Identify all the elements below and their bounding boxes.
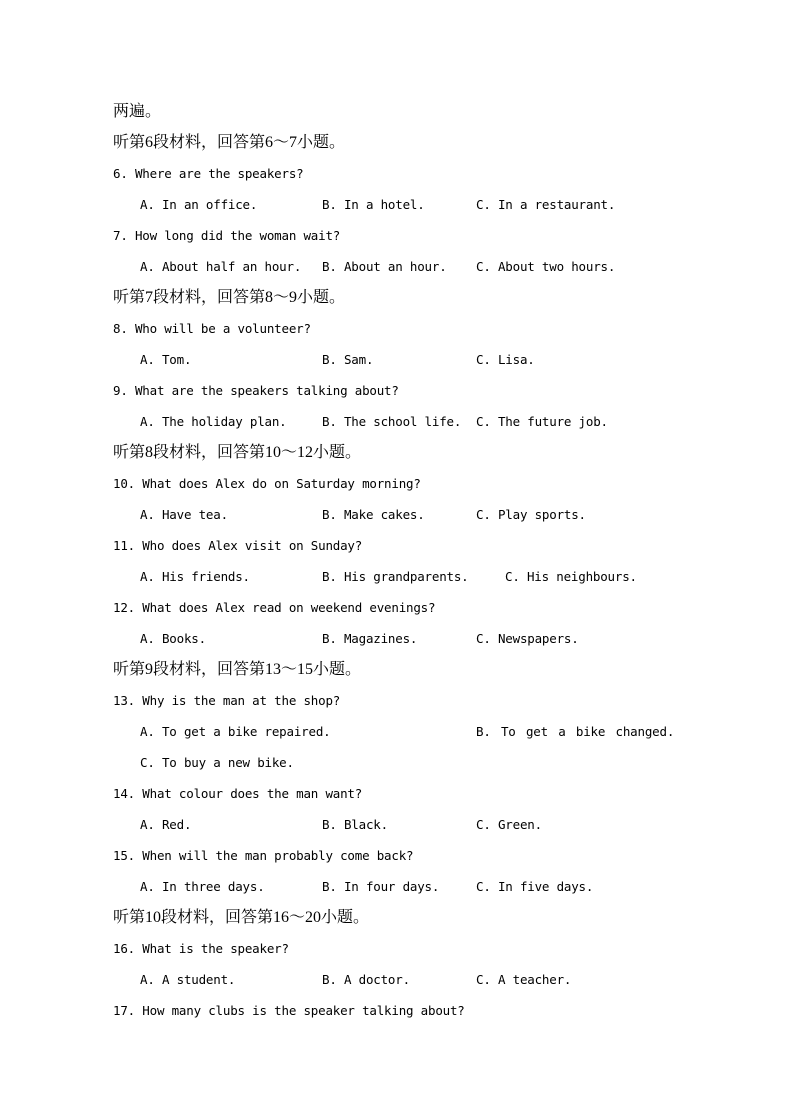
option-item: C. His neighbours. [505,569,637,584]
intro-text: 两遍。 [113,103,162,120]
options-row [0,251,790,282]
option-item: C. Newspapers. [476,631,579,646]
option-item: A. A student. [140,972,236,987]
options-row [0,871,790,902]
section-header: 听第6段材料，回答第6～7小题。 [113,134,346,151]
question-text: 17. How many clubs is the speaker talking about? [113,1003,465,1018]
question-text: 12. What does Alex read on weekend evenings? [113,600,436,615]
option-item: A. About half an hour. [140,259,302,274]
option-item: B. A doctor. [322,972,410,987]
option-item: C. Lisa. [476,352,535,367]
question-text: 11. Who does Alex visit on Sunday? [113,538,363,553]
option-item: C. To buy a new bike. [140,755,294,770]
question-text: 16. What is the speaker? [113,941,289,956]
question-text: 14. What colour does the man want? [113,786,363,801]
option-item: B. Sam. [322,352,374,367]
option-item: B. To get a bike changed. [476,724,675,739]
question-text: 13. Why is the man at the shop? [113,693,341,708]
section-header: 听第9段材料，回答第13～15小题。 [113,661,362,678]
option-item: C. A teacher. [476,972,572,987]
option-item: A. In an office. [140,197,258,212]
option-item: A. Books. [140,631,206,646]
exam-body [0,96,790,1026]
options-row [0,189,790,220]
option-item: B. Magazines. [322,631,418,646]
option-item: A. His friends. [140,569,250,584]
option-item: C. The future job. [476,414,608,429]
option-item: C. In five days. [476,879,594,894]
option-item: B. His grandparents. [322,569,469,584]
section-header: 听第8段材料，回答第10～12小题。 [113,444,362,461]
option-item: C. Play sports. [476,507,586,522]
options-row [0,344,790,375]
question-text: 7. How long did the woman wait? [113,228,341,243]
question-text: 9. What are the speakers talking about? [113,383,399,398]
question-text: 8. Who will be a volunteer? [113,321,311,336]
question-text: 10. What does Alex do on Saturday morning? [113,476,421,491]
section-header: 听第10段材料，回答第16～20小题。 [113,909,370,926]
option-item: A. In three days. [140,879,265,894]
option-item: B. Make cakes. [322,507,425,522]
options-row [0,406,790,437]
options-row [0,623,790,654]
options-row [0,561,790,592]
option-item: A. The holiday plan. [140,414,287,429]
option-item: C. In a restaurant. [476,197,616,212]
option-item: C. Green. [476,817,542,832]
options-row [0,716,790,747]
option-item: A. Red. [140,817,192,832]
question-text: 6. Where are the speakers? [113,166,304,181]
options-row [0,747,790,778]
option-item: C. About two hours. [476,259,616,274]
option-item: B. The school life. [322,414,462,429]
options-row [0,499,790,530]
option-item: A. Have tea. [140,507,228,522]
option-item: B. In a hotel. [322,197,425,212]
options-row [0,964,790,995]
section-header: 听第7段材料，回答第8～9小题。 [113,289,346,306]
option-item: B. Black. [322,817,388,832]
options-row [0,809,790,840]
option-item: B. In four days. [322,879,440,894]
question-text: 15. When will the man probably come back? [113,848,414,863]
option-item: B. About an hour. [322,259,447,274]
option-item: A. To get a bike repaired. [140,724,331,739]
option-item: A. Tom. [140,352,192,367]
